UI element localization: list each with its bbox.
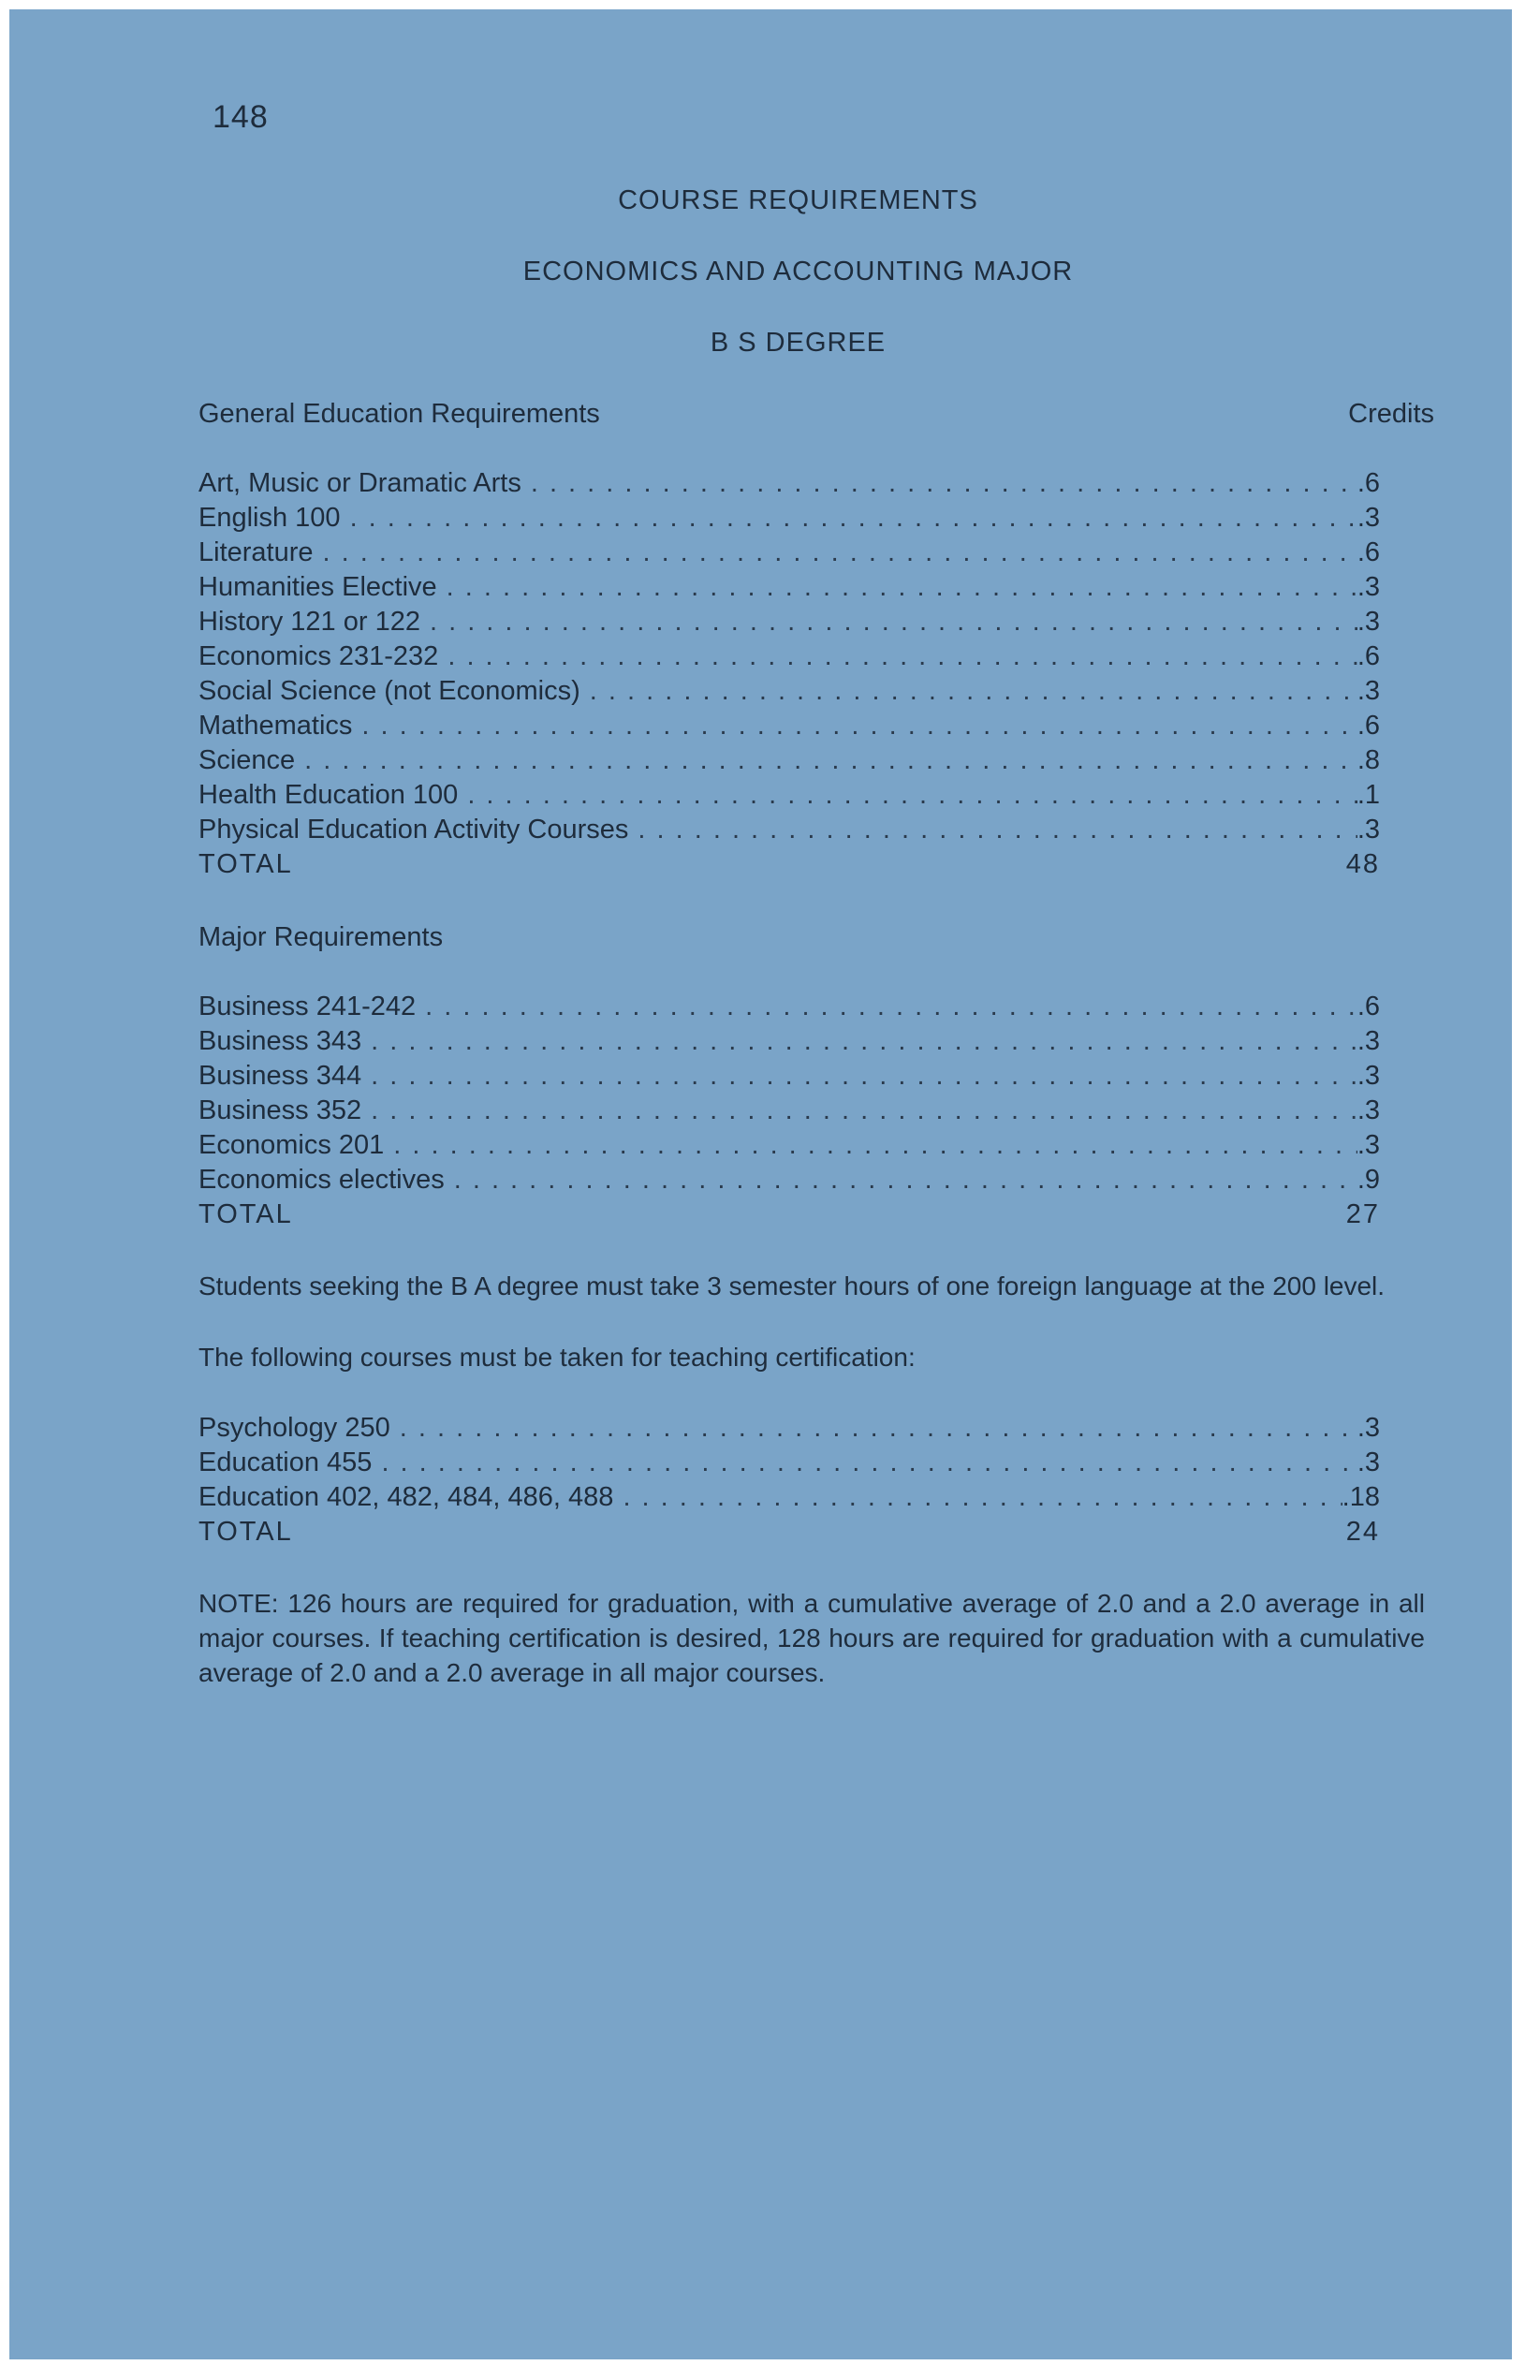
course-name: Social Science (not Economics) <box>198 676 580 706</box>
course-credits: .9 <box>1357 1165 1380 1195</box>
course-name: Humanities Elective <box>198 572 437 602</box>
major-requirements-header <box>198 918 1425 956</box>
course-row <box>198 1411 1380 1446</box>
course-name: Business 241-242 <box>198 992 417 1021</box>
course-name: Economics 201 <box>198 1130 385 1160</box>
course-credits: .3 <box>1357 1130 1380 1160</box>
leader-dots <box>350 501 1357 536</box>
course-credits: .3 <box>1357 1447 1380 1477</box>
document-title: COURSE REQUIREMENTS <box>618 185 978 215</box>
course-row <box>198 1163 1380 1197</box>
total-label: TOTAL <box>198 849 293 879</box>
course-row <box>198 536 1380 570</box>
course-row <box>198 1094 1380 1128</box>
course-row <box>198 990 1380 1024</box>
course-name: English 100 <box>198 503 341 533</box>
course-credits: .6 <box>1357 537 1380 567</box>
general-education-list <box>198 466 1380 882</box>
leader-dots <box>393 1128 1357 1163</box>
course-credits: .3 <box>1357 503 1380 533</box>
course-credits: .3 <box>1357 815 1380 845</box>
course-row <box>198 1446 1380 1480</box>
leader-dots <box>454 1163 1357 1197</box>
leader-dots <box>638 813 1357 847</box>
course-row <box>198 570 1380 605</box>
course-name: Economics 231-232 <box>198 641 439 671</box>
course-row <box>198 778 1380 813</box>
course-credits: .3 <box>1357 1061 1380 1091</box>
course-row <box>198 466 1380 501</box>
leader-dots <box>467 778 1357 813</box>
course-name: History 121 or 122 <box>198 607 420 637</box>
course-credits: .3 <box>1357 1413 1380 1443</box>
leader-dots <box>447 570 1357 605</box>
leader-dots <box>371 1059 1357 1094</box>
course-credits: .3 <box>1357 1095 1380 1125</box>
course-name: Business 352 <box>198 1095 362 1125</box>
credits-column-label: Credits <box>1348 399 1434 429</box>
leader-dots <box>425 990 1357 1024</box>
course-credits: .3 <box>1357 607 1380 637</box>
total-value: 24 <box>1345 1517 1380 1547</box>
course-name: Art, Music or Dramatic Arts <box>198 468 521 498</box>
course-credits: .6 <box>1357 468 1380 498</box>
leader-dots <box>531 466 1357 501</box>
course-row <box>198 605 1380 639</box>
general-education-header <box>198 395 1434 433</box>
general-education-title: General Education Requirements <box>198 399 600 429</box>
leader-dots <box>304 743 1357 778</box>
leader-dots <box>430 605 1357 639</box>
degree-title: B S DEGREE <box>710 328 887 358</box>
total-value: 27 <box>1345 1199 1380 1229</box>
major-requirements-list <box>198 990 1380 1232</box>
major-title: ECONOMICS AND ACCOUNTING MAJOR <box>522 257 1074 286</box>
leader-dots <box>623 1480 1342 1515</box>
leader-dots <box>361 709 1357 743</box>
course-row <box>198 639 1380 674</box>
leader-dots <box>590 674 1357 709</box>
course-credits: .6 <box>1357 711 1380 741</box>
course-row <box>198 501 1380 536</box>
page-number: 148 <box>213 99 269 135</box>
course-row <box>198 1128 1380 1163</box>
leader-dots <box>447 639 1357 674</box>
leader-dots <box>323 536 1357 570</box>
document-page <box>9 9 1512 2359</box>
general-total-row <box>198 847 1380 882</box>
course-credits: .3 <box>1357 676 1380 706</box>
graduation-note: NOTE: 126 hours are required for graduation, with a cumulative average of 2.0 and a 2.0 average in all major courses. If teaching certification is desired, 128 hours are required for graduation with a cumulative average of 2.0 and a 2.0 average in all major courses. <box>198 1589 1425 1687</box>
course-name: Education 455 <box>198 1447 373 1477</box>
course-name: Literature <box>198 537 314 567</box>
major-total-row <box>198 1197 1380 1232</box>
course-credits: .18 <box>1342 1482 1380 1512</box>
total-label: TOTAL <box>198 1199 293 1229</box>
course-credits: .1 <box>1357 780 1380 810</box>
course-name: Physical Education Activity Courses <box>198 815 629 845</box>
major-requirements-title: Major Requirements <box>198 922 444 952</box>
course-credits: .3 <box>1357 1026 1380 1056</box>
course-row <box>198 813 1380 847</box>
certification-list <box>198 1411 1380 1550</box>
course-name: Psychology 250 <box>198 1413 390 1443</box>
course-name: Business 343 <box>198 1026 362 1056</box>
leader-dots <box>381 1446 1357 1480</box>
course-name: Health Education 100 <box>198 780 459 810</box>
course-row <box>198 1059 1380 1094</box>
course-name: Business 344 <box>198 1061 362 1091</box>
course-credits: .6 <box>1357 641 1380 671</box>
certification-total-row <box>198 1515 1380 1550</box>
course-row <box>198 1480 1380 1515</box>
leader-dots <box>371 1024 1357 1059</box>
total-value: 48 <box>1345 849 1380 879</box>
course-name: Education 402, 482, 484, 486, 488 <box>198 1482 614 1512</box>
course-row <box>198 743 1380 778</box>
requirements-content <box>198 395 1434 1690</box>
course-credits: .3 <box>1357 572 1380 602</box>
course-credits: .6 <box>1357 992 1380 1021</box>
leader-dots <box>400 1411 1357 1446</box>
course-name: Science <box>198 745 296 775</box>
ba-degree-note: Students seeking the B A degree must take 3 semester hours of one foreign language at the 200 level. <box>198 1271 1386 1300</box>
course-credits: .8 <box>1357 745 1380 775</box>
certification-intro: The following courses must be taken for teaching certification: <box>198 1343 916 1372</box>
total-label: TOTAL <box>198 1517 293 1547</box>
course-row <box>198 674 1380 709</box>
course-row <box>198 1024 1380 1059</box>
course-name: Economics electives <box>198 1165 445 1195</box>
leader-dots <box>371 1094 1357 1128</box>
course-name: Mathematics <box>198 711 353 741</box>
course-row <box>198 709 1380 743</box>
